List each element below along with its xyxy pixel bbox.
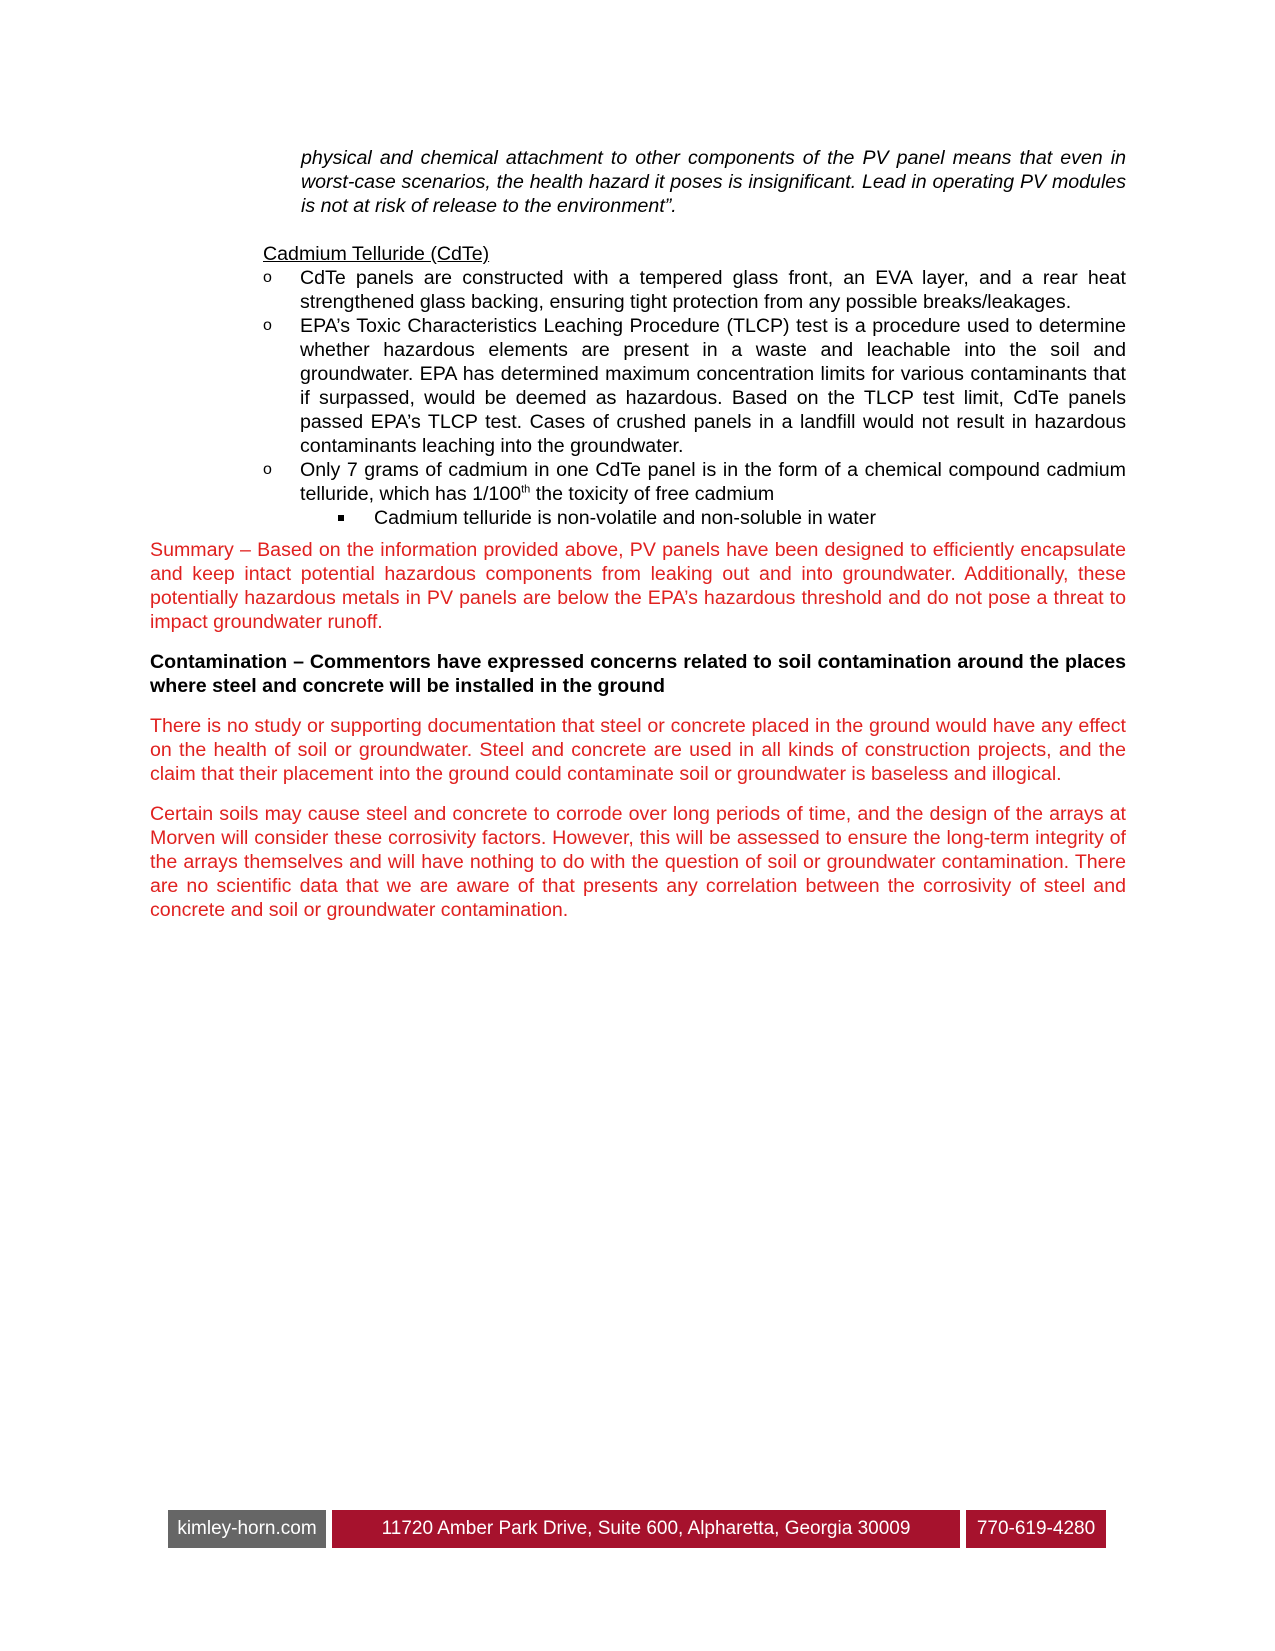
cdte-heading: Cadmium Telluride (CdTe): [263, 243, 490, 265]
superscript: th: [521, 483, 531, 496]
list-item: o CdTe panels are constructed with a tempered glass front, an EVA layer, and a rear heat strengthened glass backing, ensuring tight protection from any possible breaks/leakages.: [263, 266, 1126, 314]
footer-address: 11720 Amber Park Drive, Suite 600, Alpharetta, Georgia 30009: [332, 1510, 960, 1548]
list-item: o EPA’s Toxic Characteristics Leaching Procedure (TLCP) test is a procedure used to determine whether hazardous elements are present in a waste and leachable into the soil and groundwater. EPA has determined maximum concentration limits for various contaminants that if surpassed, would be deemed as hazardous. Based on the TLCP test limit, CdTe panels passed EPA’s TLCP test. Cases of crushed panels in a landfill would not result in hazardous contaminants leaching into the groundwater.: [263, 314, 1126, 458]
sublist-item: Cadmium telluride is non-volatile and non-soluble in water: [338, 506, 1126, 530]
response-paragraph-1: There is no study or supporting documentation that steel or concrete placed in the ground would have any effect on the health of soil or groundwater. Steel and concrete are used in all kinds of construction projects, and the claim that their placement into the ground could contaminate soil or groundwater is baseless and illogical.: [150, 715, 1126, 785]
list-item-text: the toxicity of free cadmium: [530, 483, 775, 505]
list-item-text: Only 7 grams of cadmium in one CdTe panel is in the form of a chemical compound cadmium telluride, which has 1/100: [300, 459, 1126, 505]
footer-bar: [168, 1510, 1106, 1548]
cdte-list: [263, 266, 1126, 530]
footer-website[interactable]: kimley-horn.com: [168, 1510, 326, 1548]
footer-phone[interactable]: 770-619-4280: [966, 1510, 1106, 1548]
quote-paragraph: physical and chemical attachment to other components of the PV panel means that even in worst-case scenarios, the health hazard it poses is insignificant. Lead in operating PV modules is not at risk of release to the environment”.: [301, 147, 1126, 217]
contamination-heading: Contamination – Commentors have expressed concerns related to soil contamination around the places where steel and concrete will be installed in the ground: [150, 651, 1126, 697]
response-paragraph-2: Certain soils may cause steel and concrete to corrode over long periods of time, and the design of the arrays at Morven will consider these corrosivity factors. However, this will be assessed to ensure the long-term integrity of the arrays themselves and will have nothing to do with the question of soil or groundwater contamination. There are no scientific data that we are aware of that presents any correlation between the corrosivity of steel and concrete and soil or groundwater contamination.: [150, 803, 1126, 921]
summary-paragraph: Summary – Based on the information provided above, PV panels have been designed to efficiently encapsulate and keep intact potential hazardous components from leaking out and into groundwater. Additionally, these potentially hazardous metals in PV panels are below the EPA’s hazardous threshold and do not pose a threat to impact groundwater runoff.: [150, 539, 1126, 633]
list-item: [263, 458, 1126, 530]
document-body: [150, 146, 1126, 922]
cdte-sublist: [338, 506, 1126, 530]
